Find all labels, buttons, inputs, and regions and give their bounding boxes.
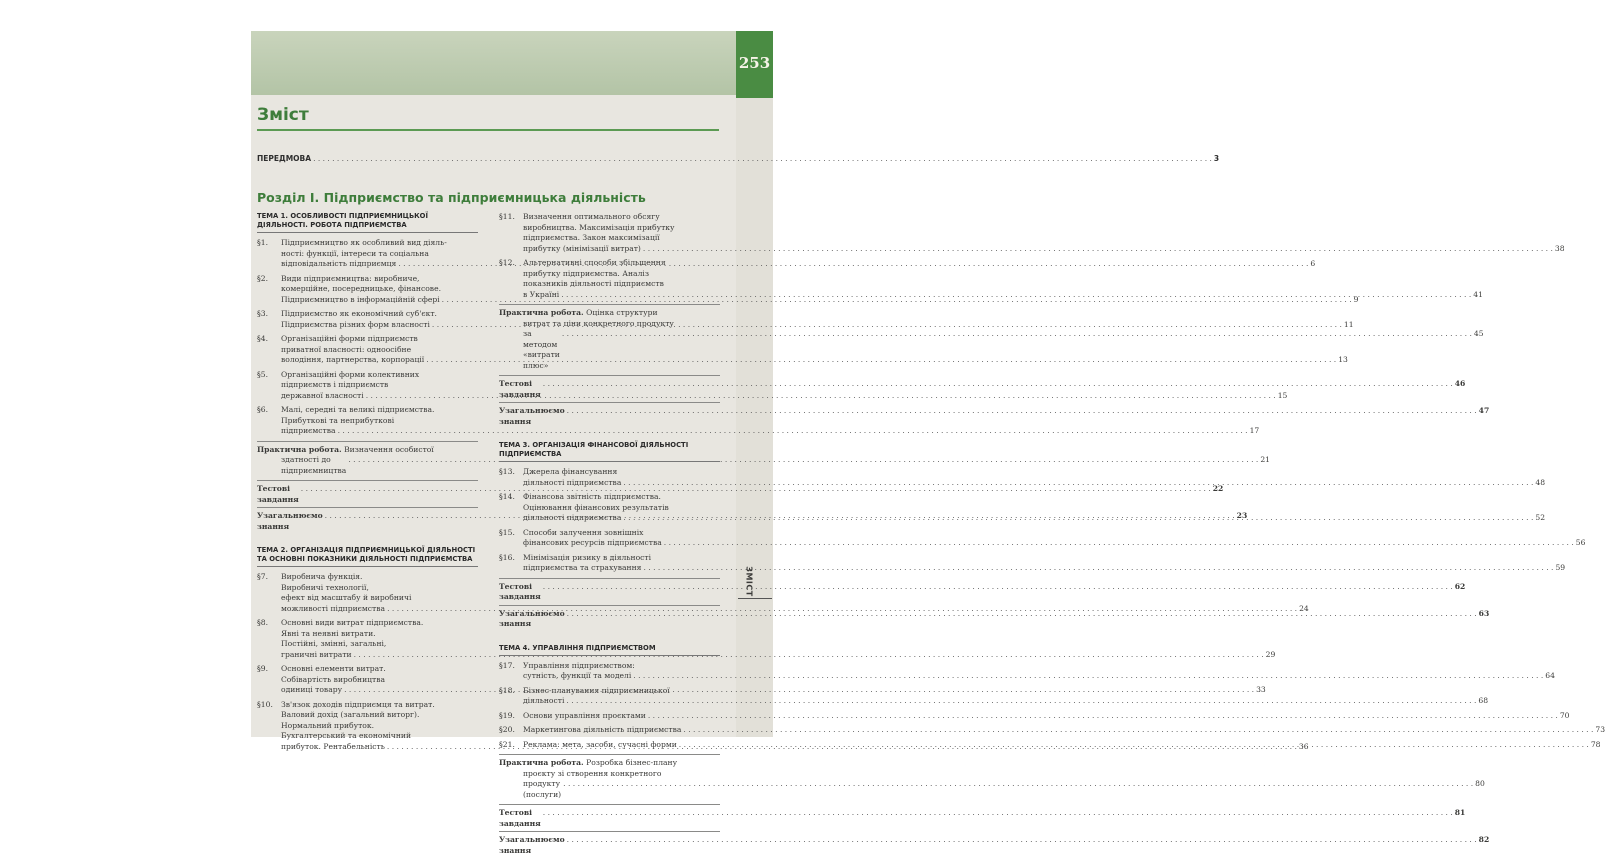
leader-dots xyxy=(354,650,1264,661)
entry-line xyxy=(523,478,1545,489)
entry-body xyxy=(523,553,1565,574)
entry-number: §13. xyxy=(499,467,515,476)
entry-number: §9. xyxy=(257,664,269,673)
entry-page: 73 xyxy=(1595,725,1605,734)
leader-dots xyxy=(623,513,1533,524)
entry-text: Бізнес-планування підприємницької xyxy=(523,685,670,695)
entry-text: Способи залучення зовнішніх xyxy=(523,527,644,537)
entry-text: Визначення оптимального обсягу xyxy=(523,212,660,221)
entry-number: §4. xyxy=(257,334,269,343)
practical-page: 45 xyxy=(1473,329,1484,338)
entry-number: §7. xyxy=(257,572,269,581)
practical-title: Визначення особистої xyxy=(341,444,434,454)
entry-text: Малі, середні та великі підприємства. xyxy=(281,405,435,414)
tests-row-label: Тестові завдання xyxy=(499,379,541,399)
side-label-text: ЗМІСТ xyxy=(744,565,754,597)
entry-text: володіння, партнерства, корпорації xyxy=(281,355,425,364)
entry-text: Валовий дохід (загальний виторг). xyxy=(281,710,420,719)
entry-text: Управління підприємством: xyxy=(523,660,635,670)
toc-entry[interactable] xyxy=(499,660,1555,682)
entry-text: Підприємництво як особливий вид діяль- xyxy=(281,238,447,247)
entry-page: 68 xyxy=(1478,696,1489,705)
tests-row-label: Тестові завдання xyxy=(499,808,541,828)
entry-text: Зв'язок доходів підприємця та витрат. xyxy=(281,699,435,709)
entry-text: в Україні xyxy=(523,289,560,299)
entry-page: 41 xyxy=(1473,289,1483,299)
entry-text: Оцінювання фінансових результатів xyxy=(523,502,669,512)
separator xyxy=(257,507,478,508)
entry-line xyxy=(523,290,1483,301)
entry-text: діяльності підприємства xyxy=(523,477,622,487)
entry-line xyxy=(523,661,1555,672)
entry-text: прибутку підприємства. Аналіз xyxy=(523,268,649,278)
practical-lead: Практична робота. xyxy=(499,758,584,767)
theme-1-title: ТЕМА 1. ОСОБЛИВОСТІ ПІДПРИЄМНИЦЬКОЇ ДІЯЛЬНОСТІ. РОБОТА ПІДПРИЄМСТВА xyxy=(257,212,478,233)
practical-first-line xyxy=(499,308,720,319)
entry-number: §19. xyxy=(499,710,515,720)
spacer xyxy=(257,534,478,546)
practical-text: продукту (послуги) xyxy=(523,779,562,799)
leader-dots xyxy=(648,711,1558,722)
entry-number: §17. xyxy=(499,660,515,670)
entry-line xyxy=(523,553,1565,564)
summary-row-label: Узагальнюємо знання xyxy=(499,608,565,628)
entry-body xyxy=(523,711,1570,722)
entry-text: підприємства. Закон максимізації xyxy=(523,233,660,242)
entry-page: 64 xyxy=(1545,671,1555,680)
tests-row-page: 22 xyxy=(1212,484,1224,493)
entry-text: комерційне, посередницьке, фінансове. xyxy=(281,284,441,293)
entry-number: §3. xyxy=(257,309,269,318)
entry-text: показників діяльності підприємств xyxy=(523,279,664,288)
entry-text: діяльності xyxy=(523,696,565,705)
entry-line xyxy=(523,223,1565,234)
entry-text: підприємства xyxy=(281,426,336,435)
summary-row-label: Узагальнюємо знання xyxy=(499,406,565,426)
entry-text: Явні та неявні витрати. xyxy=(281,628,376,638)
leader-dots xyxy=(543,808,1453,829)
summary-row[interactable] xyxy=(499,835,1490,856)
theme-4-title: ТЕМА 4. УПРАВЛІННЯ ПІДПРИЄМСТВОМ xyxy=(499,644,720,656)
practical-title: Оцінка структури xyxy=(583,308,658,317)
intro-row[interactable] xyxy=(257,154,1220,163)
entry-number: §5. xyxy=(257,369,269,379)
entry-line xyxy=(523,686,1488,697)
summary-row-page: 63 xyxy=(1478,608,1490,618)
entry-line xyxy=(281,309,1354,320)
entry-text: Альтернативні способи збільшення xyxy=(523,258,666,267)
page-title: Зміст xyxy=(257,105,309,125)
entry-body xyxy=(523,258,1483,300)
toc-entry[interactable] xyxy=(499,212,1565,254)
entry-page: 70 xyxy=(1559,710,1570,720)
summary-row-label: Узагальнюємо знання xyxy=(499,835,565,855)
entry-number: §15. xyxy=(499,527,515,537)
separator xyxy=(499,402,720,403)
entry-text: Собівартість виробництва xyxy=(281,674,386,684)
entry-text: приватної власності: одноосібне xyxy=(281,344,412,354)
practical-line xyxy=(499,769,720,780)
leader-dots xyxy=(623,478,1533,489)
toc-entry[interactable] xyxy=(499,710,1570,722)
entry-page: 29 xyxy=(1265,649,1276,659)
entry-number: §6. xyxy=(257,405,269,414)
entry-number: §20. xyxy=(499,725,515,734)
practical-line xyxy=(499,779,1485,800)
entry-text: Виробнича функція. xyxy=(281,572,363,581)
practical-lead: Практична робота. xyxy=(499,308,584,317)
entry-page: 48 xyxy=(1535,477,1546,487)
theme-3-title: ТЕМА 3. ОРГАНІЗАЦІЯ ФІНАНСОВОЇ ДІЯЛЬНОСТІ ПІДПРИЄМСТВА xyxy=(499,441,720,462)
entry-number: §10. xyxy=(257,699,273,709)
entry-text: Виробничі технології, xyxy=(281,582,369,592)
summary-row[interactable] xyxy=(499,406,1490,427)
practical-text: проєкту зі створення конкретного xyxy=(523,768,662,778)
entry-line xyxy=(523,538,1585,549)
tests-row-label: Тестові завдання xyxy=(257,484,299,504)
leader-dots xyxy=(567,609,1477,630)
entry-line xyxy=(523,233,1565,244)
entry-page: 9 xyxy=(1353,294,1359,304)
entry-line xyxy=(281,650,1275,661)
entry-page: 78 xyxy=(1590,739,1601,749)
entry-text: Джерела фінансування xyxy=(523,467,618,476)
spacer xyxy=(499,632,720,644)
entry-text: Бухгалтерський та економічний xyxy=(281,731,412,740)
entry-text: граничні витрати xyxy=(281,649,352,659)
section-title: Розділ І. Підприємство та підприємницька діяльність xyxy=(257,190,646,205)
leader-dots xyxy=(664,538,1574,549)
leader-dots xyxy=(563,779,1473,800)
entry-line xyxy=(281,426,1259,437)
separator xyxy=(257,441,478,442)
entry-body xyxy=(523,212,1565,254)
entry-line xyxy=(523,503,1545,514)
toc-entry[interactable] xyxy=(499,258,1483,300)
entry-line xyxy=(523,696,1488,707)
entry-line xyxy=(523,492,1545,503)
practical-lead: Практична робота. xyxy=(257,444,342,454)
practical-work[interactable] xyxy=(499,758,1485,800)
entry-page: 17 xyxy=(1249,426,1260,435)
entry-text: Прибуткові та неприбуткові xyxy=(281,415,395,425)
entry-text: ності: функції, інтереси та соціальна xyxy=(281,248,429,258)
spacer xyxy=(499,429,720,441)
book-page xyxy=(251,31,1605,855)
entry-body xyxy=(523,661,1555,682)
practical-text: здатності до підприємництва xyxy=(281,455,347,475)
separator xyxy=(499,804,720,805)
entry-text: Основні види витрат підприємства. xyxy=(281,618,424,627)
entry-line xyxy=(523,258,1483,269)
entry-line xyxy=(281,629,1275,640)
entry-text: прибуток. Рентабельність xyxy=(281,741,385,751)
leader-dots xyxy=(543,379,1453,400)
entry-text: Види підприємництва: виробниче, xyxy=(281,273,420,283)
leader-dots xyxy=(562,329,1472,371)
entry-line xyxy=(523,279,1483,290)
entry-text: ефект від масштабу й виробничі xyxy=(281,593,412,602)
entry-page: 56 xyxy=(1575,538,1586,547)
entry-text: Маркетингова діяльність підприємства xyxy=(523,725,682,734)
practical-title: Розробка бізнес-плану xyxy=(583,758,678,767)
leader-dots xyxy=(338,426,1248,437)
entry-number: §21. xyxy=(499,739,515,749)
entry-text: державної власності xyxy=(281,390,364,400)
entry-text: Підприємства різних форм власності xyxy=(281,319,430,329)
entry-text: Нормальний прибуток. xyxy=(281,720,375,730)
entry-body xyxy=(523,686,1488,707)
entry-text: Підприємництво в інформаційній сфері xyxy=(281,294,440,304)
tests-row-page: 46 xyxy=(1454,379,1466,388)
entry-page: 6 xyxy=(1310,259,1316,268)
entry-page: 13 xyxy=(1338,355,1348,364)
entry-number: §18. xyxy=(499,685,515,695)
toc-entry[interactable] xyxy=(499,527,1586,549)
leader-dots xyxy=(567,406,1477,427)
entry-line xyxy=(523,671,1555,682)
practical-line xyxy=(499,319,720,330)
entry-text: можливості підприємства xyxy=(281,603,386,613)
leader-dots xyxy=(643,244,1553,255)
entry-text: сутність, функції та моделі xyxy=(523,671,632,680)
practical-text: витрат та ціни конкретного продукту xyxy=(523,318,674,328)
entry-body xyxy=(523,492,1545,524)
entry-line xyxy=(281,639,1275,650)
summary-row-page: 23 xyxy=(1236,511,1248,520)
entry-text: Організаційні форми колективних xyxy=(281,369,420,379)
tests-row-label: Тестові завдання xyxy=(499,581,541,601)
entry-text: Основні елементи витрат. xyxy=(281,664,386,673)
entry-body xyxy=(523,725,1605,736)
entry-number: §14. xyxy=(499,492,515,501)
separator xyxy=(499,578,720,579)
entry-page: 59 xyxy=(1555,563,1566,572)
separator xyxy=(499,754,720,755)
separator xyxy=(499,375,720,376)
summary-row-page: 82 xyxy=(1478,835,1490,844)
entry-page: 52 xyxy=(1535,513,1546,522)
entry-text: Постійні, змінні, загальні, xyxy=(281,639,387,648)
leader-dots xyxy=(313,154,1212,163)
entry-text: Основи управління проєктами xyxy=(523,710,646,720)
separator xyxy=(499,605,720,606)
entry-line xyxy=(523,740,1600,751)
entry-text: підприємств і підприємств xyxy=(281,380,389,389)
page-number: 253 xyxy=(736,31,773,95)
entry-line xyxy=(523,513,1545,524)
title-rule xyxy=(257,129,719,131)
entry-line xyxy=(523,244,1565,255)
entry-text: Підприємство як економічний суб'єкт. xyxy=(281,309,437,318)
separator xyxy=(499,304,720,305)
leader-dots xyxy=(633,671,1543,682)
entry-number: §12. xyxy=(499,258,515,267)
entry-body xyxy=(523,467,1545,488)
entry-text: Організаційні форми підприємств xyxy=(281,334,418,343)
entry-text: Фінансова звітність підприємства. xyxy=(523,492,661,501)
leader-dots xyxy=(561,290,1471,301)
entry-text: Реклама: мета, засоби, сучасні форми xyxy=(523,739,677,749)
entry-text: одиниці товару xyxy=(281,685,343,694)
tests-row-page: 81 xyxy=(1454,808,1466,817)
summary-row-page: 47 xyxy=(1478,406,1490,415)
toc-entry[interactable] xyxy=(499,552,1566,574)
entry-line xyxy=(523,467,1545,478)
entry-line xyxy=(523,528,1585,539)
leader-dots xyxy=(643,563,1553,574)
entry-line xyxy=(523,269,1483,280)
practical-first-line xyxy=(499,758,720,769)
green-rule xyxy=(736,95,773,98)
tests-row[interactable] xyxy=(499,808,1466,829)
leader-dots xyxy=(567,835,1477,856)
header-band xyxy=(251,31,773,95)
entry-line xyxy=(523,212,1565,223)
practical-page: 21 xyxy=(1260,455,1271,464)
tests-row-page: 62 xyxy=(1454,581,1466,591)
entry-number: §1. xyxy=(257,238,269,247)
entry-line xyxy=(523,711,1570,722)
practical-page: 80 xyxy=(1475,779,1485,788)
entry-number: §16. xyxy=(499,552,515,562)
entry-text: виробництва. Максимізація прибутку xyxy=(523,222,675,232)
entry-page: 15 xyxy=(1277,390,1288,400)
entry-page: 24 xyxy=(1299,603,1309,613)
entry-line xyxy=(523,563,1565,574)
practical-text: за методом «витрати плюс» xyxy=(523,329,560,370)
entry-number: §8. xyxy=(257,618,269,627)
summary-row-label: Узагальнюємо знання xyxy=(257,511,323,531)
entry-page: 38 xyxy=(1554,243,1565,253)
entry-body xyxy=(281,309,1354,330)
practical-first-line xyxy=(257,445,478,456)
entry-number: §2. xyxy=(257,273,269,283)
leader-dots xyxy=(679,740,1589,751)
entry-text: діяльності підприємства xyxy=(523,513,622,522)
entry-text: відповідальність підприємця xyxy=(281,259,397,268)
leader-dots xyxy=(683,725,1593,736)
theme-2-title: ТЕМА 2. ОРГАНІЗАЦІЯ ПІДПРИЄМНИЦЬКОЇ ДІЯЛЬНОСТІ ТА ОСНОВНІ ПОКАЗНИКИ ДІЯЛЬНОСТІ ПІДПРИЄМСТВА xyxy=(257,546,478,567)
entry-body xyxy=(523,740,1600,751)
entry-line xyxy=(523,725,1605,736)
entry-text: фінансових ресурсів підприємства xyxy=(523,538,662,547)
entry-text: підприємства та страхування xyxy=(523,563,642,572)
entry-body xyxy=(523,528,1585,549)
entry-page: 11 xyxy=(1343,319,1354,329)
intro-page: 3 xyxy=(1213,154,1220,163)
entry-page: 33 xyxy=(1256,685,1266,694)
toc-entry[interactable] xyxy=(499,467,1546,488)
leader-dots xyxy=(543,582,1453,603)
toc-entry[interactable] xyxy=(499,725,1605,736)
entry-text: Мінімізація ризику в діяльності xyxy=(523,552,652,562)
intro-label: ПЕРЕДМОВА xyxy=(257,154,312,163)
separator xyxy=(257,480,478,481)
entry-page: 36 xyxy=(1298,741,1309,751)
separator xyxy=(499,831,720,832)
entry-number: §11. xyxy=(499,212,515,221)
entry-text: прибутку (мінімізації витрат) xyxy=(523,243,641,253)
leader-dots xyxy=(566,696,1476,707)
